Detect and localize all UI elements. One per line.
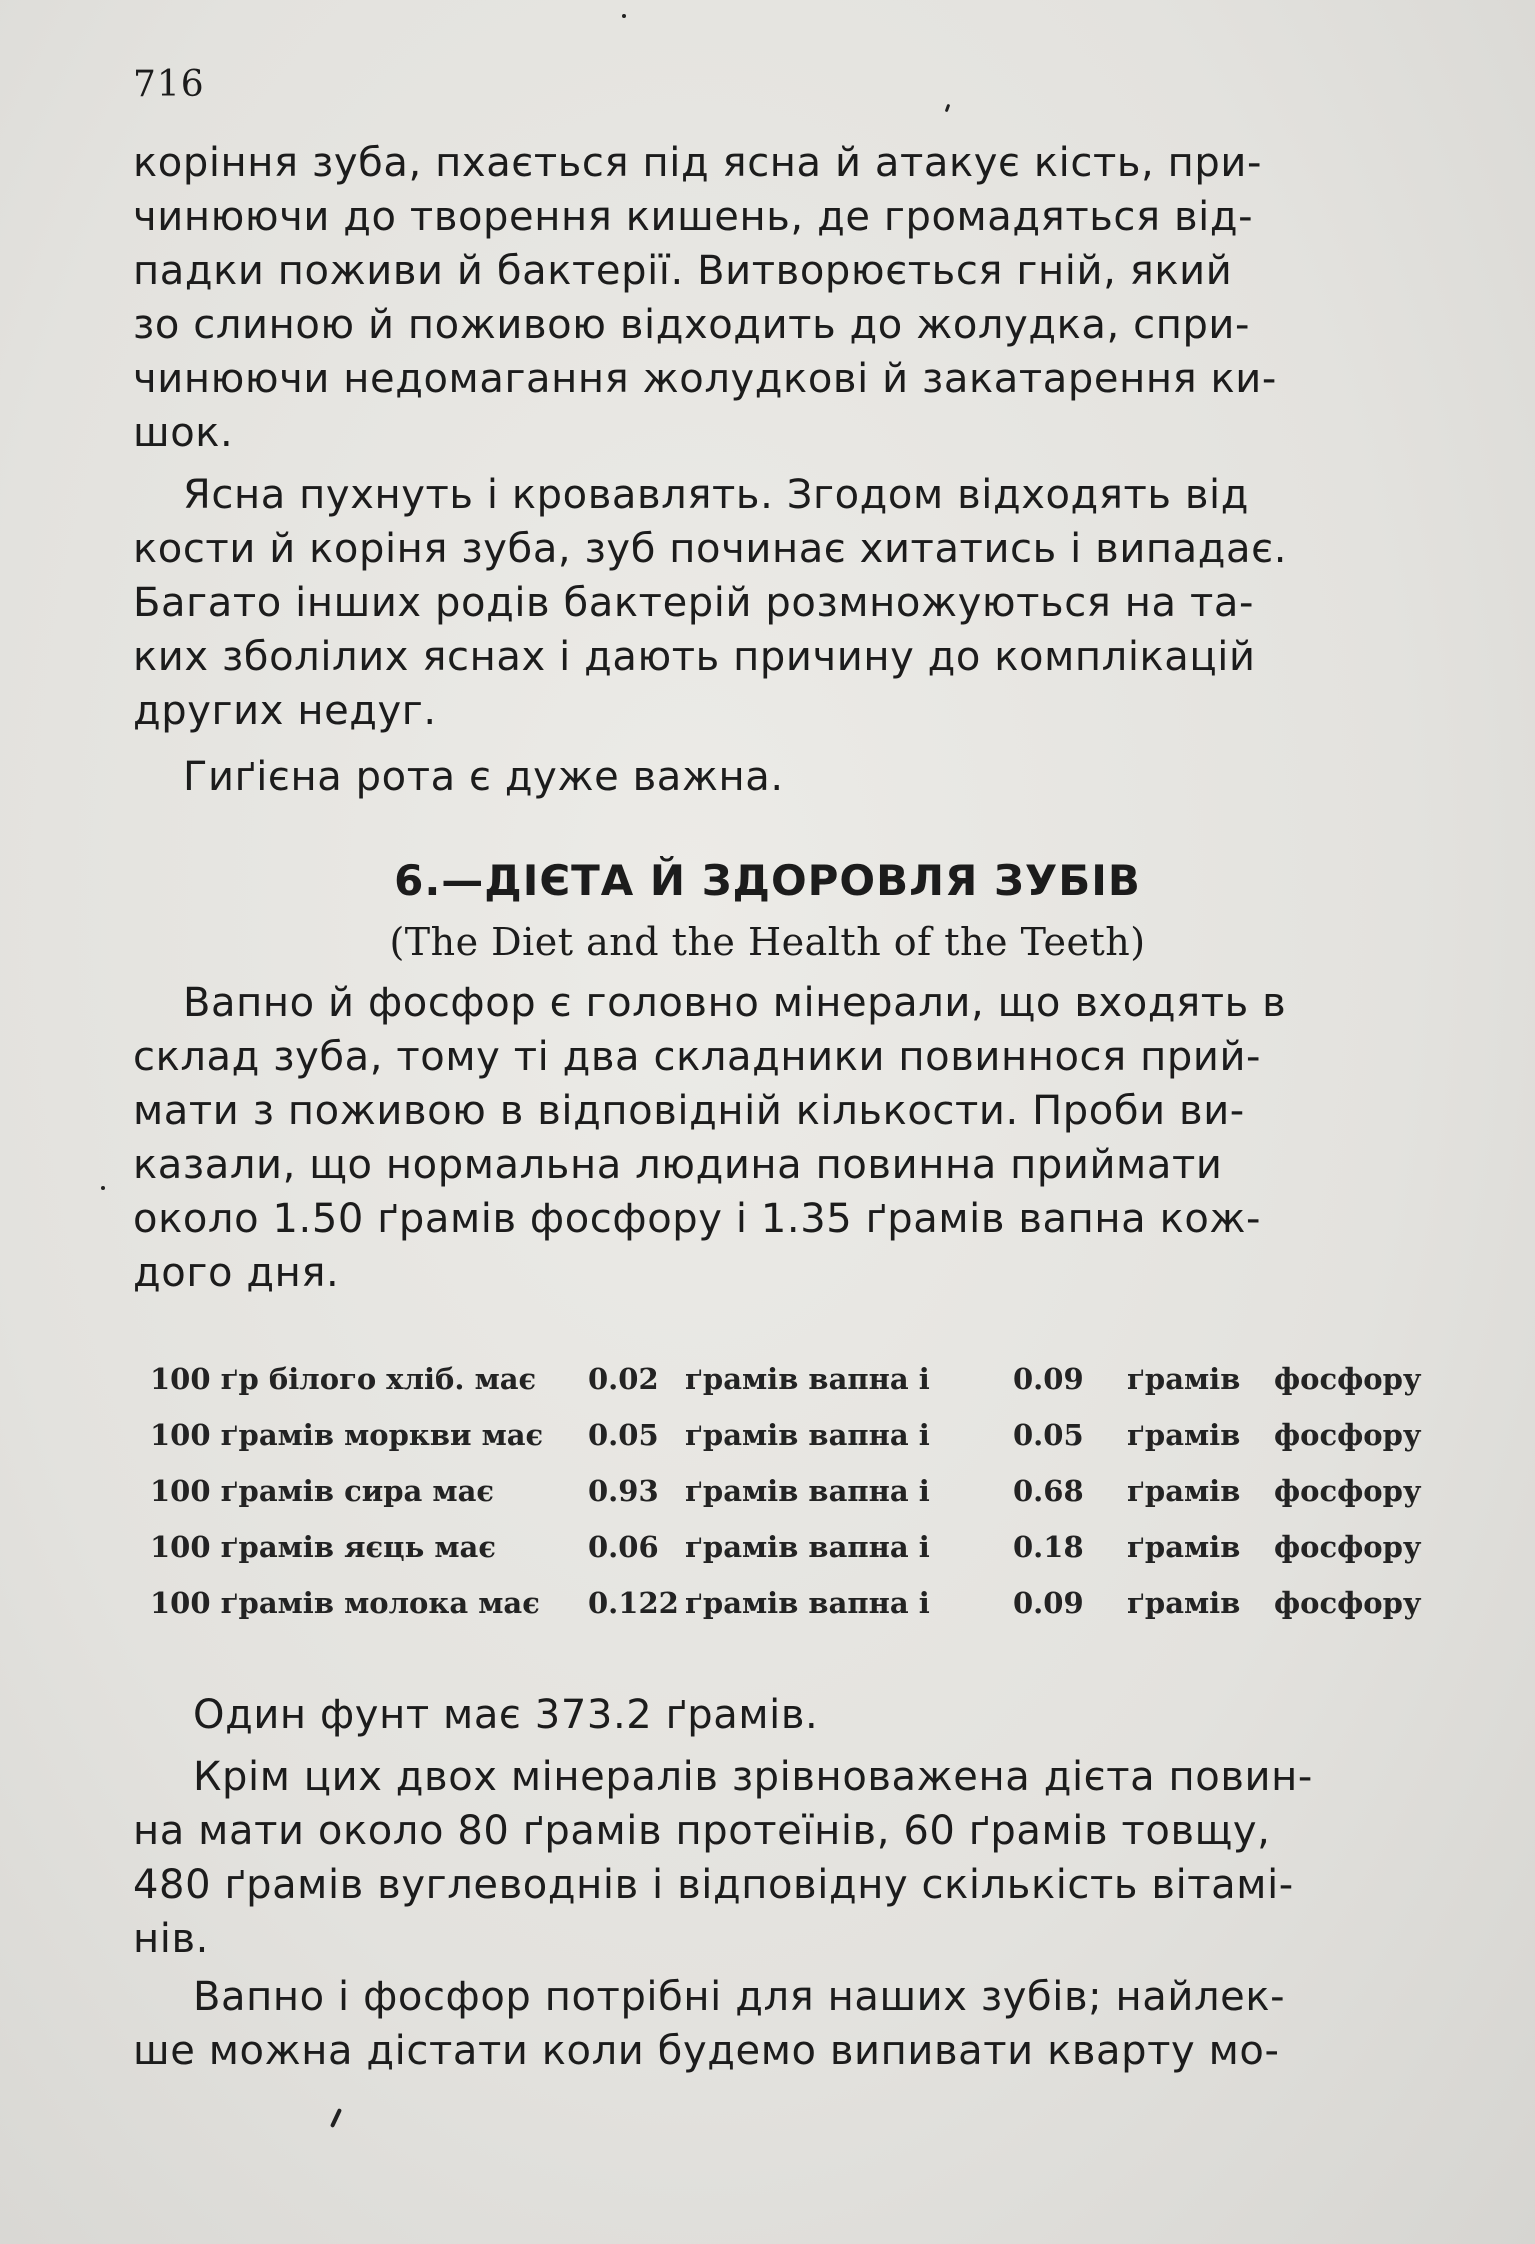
text-line: других недуг. [133,688,437,734]
table-cell-calcium: 0.93 [588,1474,659,1508]
text-line: Вапно і фосфор потрібні для наших зубів; найлек- [193,1974,1286,2020]
paragraph-5 [133,1688,1405,1742]
table-cell-item: 100 ґрамів сира має [150,1474,495,1508]
table-row [150,1418,1420,1474]
table-cell-phosphorus: 0.05 [1013,1418,1084,1452]
text-line: Крім цих двох мінералів зрівноважена дієта повин- [193,1754,1313,1800]
table-cell-calcium-unit: ґрамів вапна і [685,1418,930,1452]
table-cell-mineral: фосфору [1274,1586,1422,1620]
table-row [150,1530,1420,1586]
text-line: Ясна пухнуть і кровавлять. Згодом відходять від [183,472,1250,518]
table-cell-calcium-unit: ґрамів вапна і [685,1474,930,1508]
paragraph-2 [133,468,1405,738]
text-line: казали, що нормальна людина повинна приймати [133,1142,1223,1188]
text-line: чинюючи до творення кишень, де громадяться від- [133,194,1254,240]
text-line: мати з поживою в відповідній кількости. Проби ви- [133,1088,1245,1134]
table-cell-phosphorus-unit: ґрамів [1127,1418,1241,1452]
nutrient-table [150,1362,1420,1642]
text-line: зо слиною й поживою відходить до жолудка, спри- [133,302,1251,348]
paragraph-6 [133,1750,1405,1966]
paragraph-1 [133,136,1405,460]
table-cell-calcium-unit: ґрамів вапна і [685,1530,930,1564]
text-line: ше можна дістати коли будемо випивати кварту мо- [133,2028,1280,2074]
table-row [150,1362,1420,1418]
text-line: коріння зуба, пхається під ясна й атакує кість, при- [133,140,1263,186]
table-cell-phosphorus: 0.09 [1013,1362,1084,1396]
table-cell-phosphorus: 0.18 [1013,1530,1084,1564]
table-cell-item: 100 ґр білого хліб. має [150,1362,537,1396]
text-line: дого дня. [133,1250,340,1296]
table-cell-item: 100 ґрамів яєць має [150,1530,496,1564]
table-cell-mineral: фосфору [1274,1530,1422,1564]
text-line: падки поживи й бактерії. Витворюється гній, який [133,248,1233,294]
dust-speck [945,104,951,113]
dust-speck [101,1186,105,1190]
paragraph-7 [133,1970,1405,2078]
table-cell-mineral: фосфору [1274,1418,1422,1452]
table-cell-calcium: 0.122 [588,1586,679,1620]
text-line: ких зболілих яснах і дають причину до комплікацій [133,634,1256,680]
text-line: нів. [133,1916,209,1962]
paragraph-4 [133,976,1405,1300]
text-line: чинюючи недомагання жолудкові й закатарення ки- [133,356,1277,402]
table-cell-phosphorus-unit: ґрамів [1127,1530,1241,1564]
text-line: Один фунт має 373.2 ґрамів. [193,1692,819,1738]
dust-speck [622,14,626,18]
text-line: на мати около 80 ґрамів протеїнів, 60 ґрамів товщу, [133,1808,1271,1854]
table-cell-phosphorus-unit: ґрамів [1127,1586,1241,1620]
table-cell-calcium: 0.02 [588,1362,659,1396]
page-number: 716 [133,64,205,105]
text-line: шок. [133,410,234,456]
text-line: склад зуба, тому ті два складники повиннося прий- [133,1034,1262,1080]
text-line: около 1.50 ґрамів фосфору і 1.35 ґрамів вапна кож- [133,1196,1262,1242]
table-cell-item: 100 ґрамів моркви має [150,1418,544,1452]
table-cell-phosphorus-unit: ґрамів [1127,1362,1241,1396]
text-line: Вапно й фосфор є головно мінерали, що входять в [183,980,1287,1026]
table-cell-calcium-unit: ґрамів вапна і [685,1586,930,1620]
table-row [150,1586,1420,1642]
table-cell-mineral: фосфору [1274,1362,1422,1396]
table-cell-phosphorus: 0.09 [1013,1586,1084,1620]
text-line: 480 ґрамів вуглеводнів і відповідну скількість вітамі- [133,1862,1294,1908]
table-cell-mineral: фосфору [1274,1474,1422,1508]
table-cell-calcium: 0.06 [588,1530,659,1564]
table-row [150,1474,1420,1530]
table-cell-calcium: 0.05 [588,1418,659,1452]
section-subheading: (The Diet and the Health of the Teeth) [389,920,1146,964]
table-cell-phosphorus-unit: ґрамів [1127,1474,1241,1508]
pencil-mark [330,2108,342,2128]
text-line: Багато інших родів бактерій розмножуються на та- [133,580,1254,626]
table-cell-phosphorus: 0.68 [1013,1474,1084,1508]
table-cell-calcium-unit: ґрамів вапна і [685,1362,930,1396]
paragraph-3 [133,750,1405,804]
text-line: кости й коріня зуба, зуб починає хитатись і випадає. [133,526,1288,572]
table-cell-item: 100 ґрамів молока має [150,1586,540,1620]
text-line: Гиґієна рота є дуже важна. [183,754,784,800]
section-heading: 6.—ДІЄТА Й ЗДОРОВЛЯ ЗУБІВ [394,856,1141,905]
